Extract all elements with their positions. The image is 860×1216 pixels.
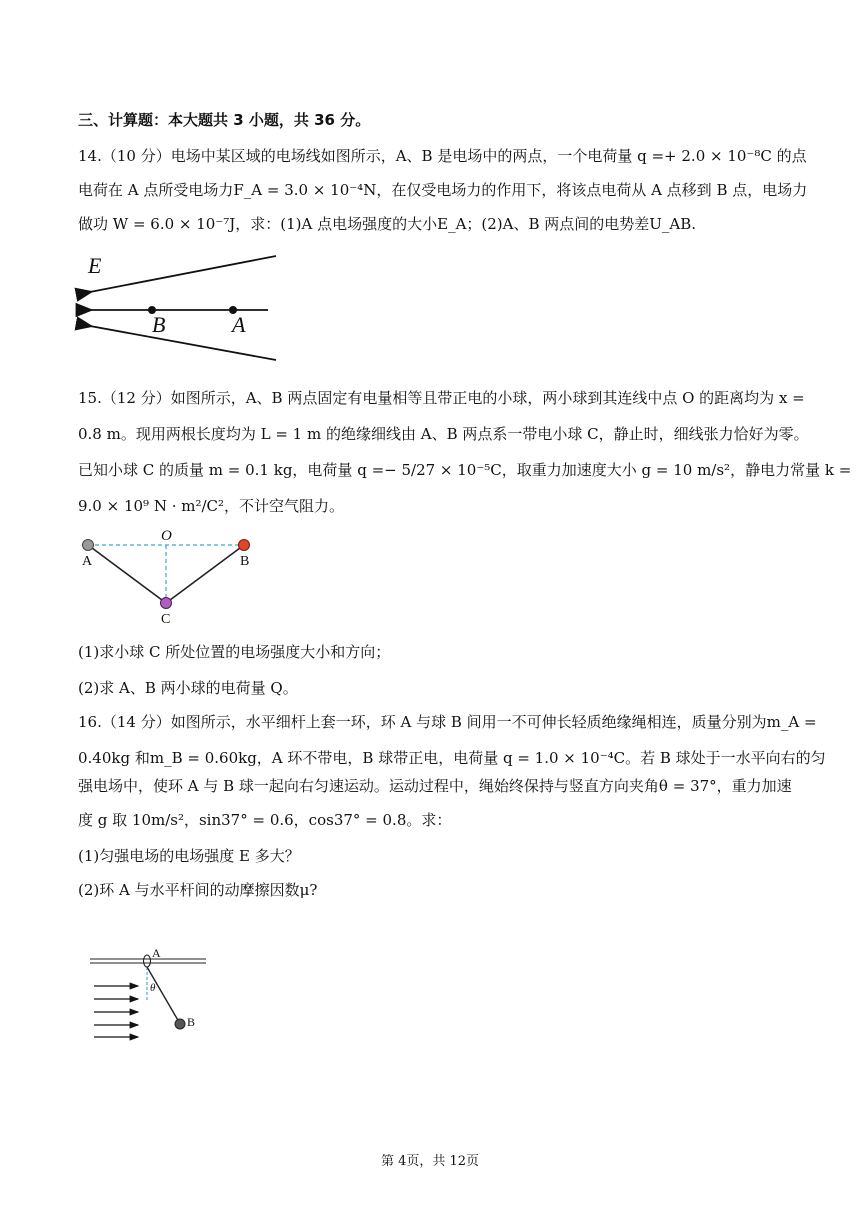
label-O: O [161, 528, 172, 544]
field-line-top [90, 256, 276, 292]
q15-sub-question-2: (2)求 A、B 两小球的电荷量 Q。 [78, 679, 298, 697]
page-footer: 第 4页，共 12页 [380, 1154, 480, 1169]
q15-line-3: 已知小球 C 的质量 m = 0.1 kg，电荷量 q =− 5/27 × 10⁻⁵C，取重力加速度大小 g = 10 m/s²，静电力常量 k = [78, 461, 852, 479]
label-theta: θ [150, 982, 156, 994]
q14-line-2: 电荷在 A 点所受电场力F_A = 3.0 × 10⁻⁴N，在仅受电场力的作用下，将该点电荷从 A 点移到 B 点，电场力 [78, 181, 808, 199]
ball-B [239, 540, 250, 551]
field-line-bottom [90, 326, 276, 360]
label-B: B [152, 312, 166, 337]
q15-line-4: 9.0 × 10⁹ N · m²/C²，不计空气阻力。 [78, 497, 345, 515]
q14-line-1: 14.（10 分）电场中某区域的电场线如图所示，A、B 是电场中的两点，一个电荷量 q =+ 2.0 × 10⁻⁸C 的点 [78, 147, 807, 165]
q16-figure [88, 944, 218, 1044]
q16-line-2: 0.40kg 和m_B = 0.60kg，A 环不带电，B 球带正电，电荷量 q = 1.0 × 10⁻⁴C。若 B 球处于一水平向右的匀 [78, 749, 826, 767]
q14-line-3: 做功 W = 6.0 × 10⁻⁷J，求：(1)A 点电场强度的大小E_A；(2)A、B 两点间的电势差U_AB. [78, 215, 697, 233]
ball-C [161, 598, 172, 609]
q15-line-1: 15.（12 分）如图所示，A、B 两点固定有电量相等且带正电的小球，两小球到其连线中点 O 的距离均为 x = [78, 389, 805, 407]
q16-line-3: 强电场中，使环 A 与 B 球一起向右匀速运动。运动过程中，绳始终保持与竖直方向夹角θ = 37°，重力加速 [78, 777, 792, 795]
q15-sub-question-1: (1)求小球 C 所处位置的电场强度大小和方向； [78, 643, 391, 661]
label-B: B [187, 1015, 196, 1029]
section-title: 三、计算题：本大题共 3 小题，共 36 分。 [78, 111, 371, 129]
label-E: E [88, 253, 102, 278]
q16-line-4: 度 g 取 10m/s²，sin37° = 0.6，cos37° = 0.8。求： [78, 811, 452, 829]
q14-field-line-figure [78, 248, 288, 368]
q16-line-1: 16.（14 分）如图所示，水平细杆上套一环，环 A 与球 B 间用一不可伸长轻质绝缘绳相连，质量分别为m_A = [78, 713, 817, 731]
ball-B [175, 1019, 185, 1029]
label-A: A [82, 554, 93, 569]
ball-A [83, 540, 94, 551]
q16-sub-question-1: (1)匀强电场的电场强度 E 多大？ [78, 847, 300, 865]
q16-sub-question-2: (2)环 A 与水平杆间的动摩擦因数μ? [78, 881, 318, 899]
q15-line-2: 0.8 m。现用两根长度均为 L = 1 m 的绝缘细线由 A、B 两点系一带电小球 C，静止时，细线张力恰好为零。 [78, 425, 809, 443]
label-A: A [232, 312, 246, 337]
label-A: A [152, 946, 161, 960]
label-B: B [240, 554, 250, 569]
ring-A [144, 955, 151, 967]
q15-figure [78, 528, 268, 628]
label-C: C [161, 612, 171, 627]
